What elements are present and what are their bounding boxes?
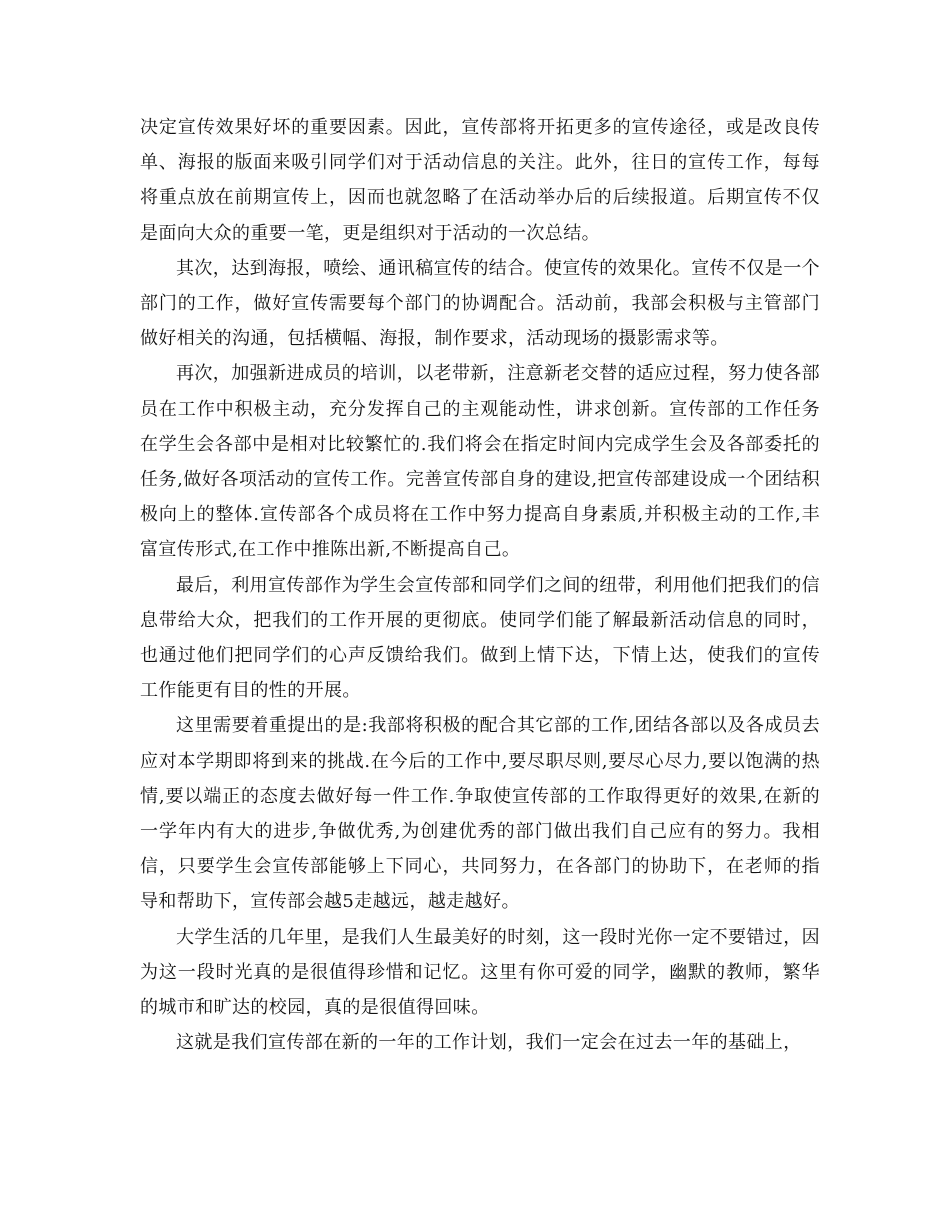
document-body bbox=[140, 110, 820, 1060]
paragraph-1: 决定宣传效果好坏的重要因素。因此，宣传部将开拓更多的宣传途径，或是改良传单、海报的版面来吸引同学们对于活动信息的关注。此外，往日的宣传工作，每每将重点放在前期宣传上，因而也就忽略了在活动举办后的后续报道。后期宣传不仅是面向大众的重要一笔，更是组织对于活动的一次总结。 bbox=[140, 117, 820, 244]
paragraph-6: 大学生活的几年里，是我们人生最美好的时刻，这一段时光你一定不要错过，因为这一段时光真的是很值得珍惜和记忆。这里有你可爱的同学，幽默的教师，繁华的城市和旷达的校园，真的是很值得回味。 bbox=[140, 926, 820, 1019]
paragraph-7: 这就是我们宣传部在新的一年的工作计划，我们一定会在过去一年的基础上， bbox=[176, 1032, 802, 1054]
paragraph-4: 最后，利用宣传部作为学生会宣传部和同学们之间的纽带，利用他们把我们的信息带给大众，把我们的工作开展的更彻底。使同学们能了解最新活动信息的同时，也通过他们把同学们的心声反馈给我们。做到上情下达，下情上达，使我们的宣传工作能更有目的性的开展。 bbox=[140, 574, 820, 702]
paragraph-5: 这里需要着重提出的是:我部将积极的配合其它部的工作,团结各部以及各成员去应对本学期即将到来的挑战.在今后的工作中,要尽职尽则,要尽心尽力,要以饱满的热情,要以端正的态度去做好每一件工作.争取使宣传部的工作取得更好的效果,在新的一学年内有大的进步,争做优秀,为创建优秀的部门做出我们自己应有的努力。我相信，只要学生会宣传部能够上下同心，共同努力，在各部门的协助下，在老师的指导和帮助下，宣传部会越5走越远，越走越好。 bbox=[140, 715, 820, 913]
paragraph-2: 其次，达到海报，喷绘、通讯稿宣传的结合。使宣传的效果化。宣传不仅是一个部门的工作，做好宣传需要每个部门的协调配合。活动前，我部会积极与主管部门做好相关的沟通，包括横幅、海报，制作要求，活动现场的摄影需求等。 bbox=[140, 257, 820, 350]
paragraph-3: 再次，加强新进成员的培训，以老带新，注意新老交替的适应过程，努力使各部员在工作中积极主动，充分发挥自己的主观能动性，讲求创新。宣传部的工作任务在学生会各部中是相对比较繁忙的.我们将会在指定时间内完成学生会及各部委托的任务,做好各项活动的宣传工作。完善宣传部自身的建设,把宣传部建设成一个团结积极向上的整体.宣传部各个成员将在工作中努力提高自身素质,并积极主动的工作,丰富宣传形式,在工作中推陈出新,不断提高自己。 bbox=[140, 363, 820, 561]
